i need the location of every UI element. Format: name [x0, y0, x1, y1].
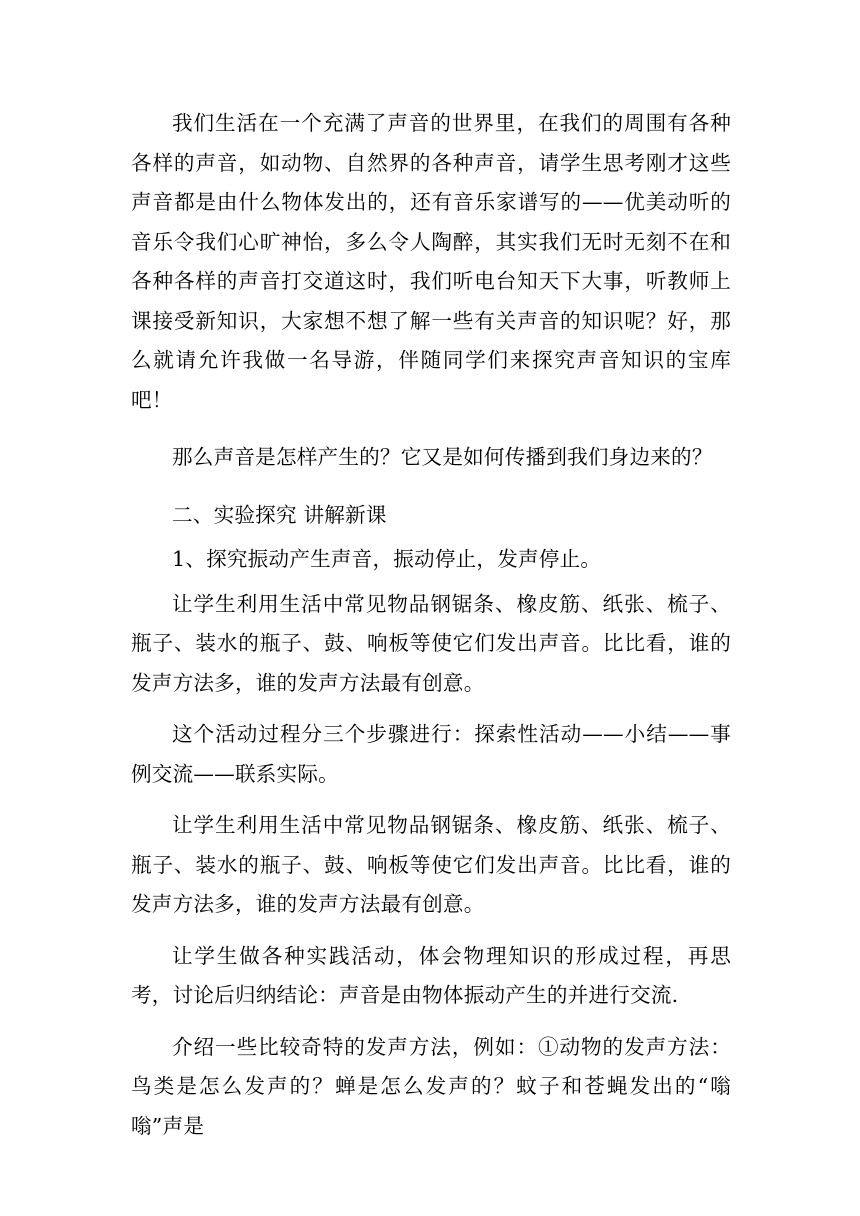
paragraph-question: 那么声音是怎样产生的？它又是如何传播到我们身边来的？	[172, 445, 713, 469]
paragraph-intro: 我们生活在一个充满了声音的世界里，在我们的周围有各种各样的声音，如动物、自然界的各种声音，请学生思考刚才这些声音都是由什么物体发出的，还有音乐家谱写的——优美动听的音乐令我们心旷神怡，多么令人陶醉，其实我们无时无刻不在和各种各样的声音打交道这时，我们听电台知天下大事，听教师上课接受新知识，大家想不想了解一些有关声音的知识呢？好，那么就请允许我做一名导游，伴随同学们来探究声音知识的宝库吧！	[131, 111, 731, 412]
paragraph-examples: 介绍一些比较奇特的发声方法，例如：①动物的发声方法：鸟类是怎么发声的？蝉是怎么发声的？蚊子和苍蝇发出的“嗡嗡”声是	[131, 1034, 731, 1138]
paragraph-activity-repeat: 让学生利用生活中常见物品钢锯条、橡皮筋、纸张、梳子、瓶子、装水的瓶子、鼓、响板等使它们发出声音。比比看，谁的发声方法多，谁的发声方法最有创意。	[131, 813, 731, 916]
paragraph-steps: 这个活动过程分三个步骤进行：探索性活动——小结——事例交流——联系实际。	[131, 722, 731, 786]
paragraph-conclusion: 让学生做各种实践活动，体会物理知识的形成过程，再思考，讨论后归纳结论：声音是由物体振动产生的并进行交流.	[131, 943, 731, 1007]
section-heading: 二、实验探究 讲解新课	[172, 502, 387, 527]
document-page	[131, 104, 731, 1146]
subsection-heading: 1、探究振动产生声音，振动停止，发声停止。	[172, 547, 602, 571]
paragraph-activity: 让学生利用生活中常见物品钢锯条、橡皮筋、纸张、梳子、瓶子、装水的瓶子、鼓、响板等使它们发出声音。比比看，谁的发声方法多，谁的发声方法最有创意。	[131, 591, 731, 695]
